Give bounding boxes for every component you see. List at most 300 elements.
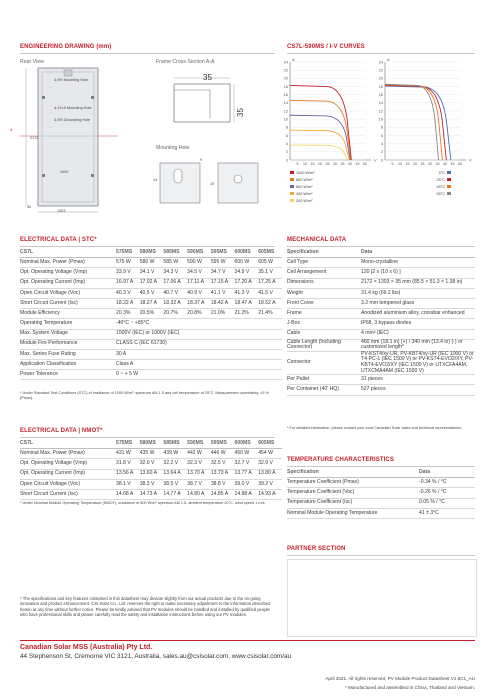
mech-row [287,375,475,385]
nmot-cell: 13.56 A [116,469,140,479]
nmot-cell: 39.0 V [235,479,259,489]
stc-header-cell: 580MS [140,248,164,258]
mech-row-label: Per Container (40' HQ) [287,385,361,395]
stc-extra-value: Class A [116,360,282,370]
chart-legend-swatch [447,171,451,174]
stc-cell: 18.52 A [258,298,282,308]
iv-rule [287,53,475,54]
chart-x-tick-label: 50 [458,162,462,166]
stc-extra-value: 30 A [116,349,282,359]
chart-series-line [290,115,350,160]
mech-header-data: Data [361,248,475,258]
chart-y-tick-label: 24 [378,60,383,65]
stc-header-cell: 585MS [163,248,187,258]
stc-cell: 590 W [187,258,211,268]
stc-extra-value: 0 ~ + 5 W [116,370,282,380]
mech-rule [287,246,475,247]
chart-legend-swatch [447,178,451,181]
nmot-cell: 14.88 A [235,489,259,499]
chart-x-tick-label: 40 [443,162,447,166]
mech-row-value: 3.2 mm tempered glass [361,298,475,308]
nmot-header-cell: 585MS [163,439,187,449]
chart-x-tick-label: 5 [296,162,299,166]
temp-row-label: Temperature Coefficient (Voc) [287,488,419,498]
stc-cell: 17.02 A [140,278,164,288]
nmot-cell: 439 W [163,449,187,459]
nmot-cell: 32.3 V [187,459,211,469]
stc-cell: 34.9 V [235,268,259,278]
nmot-row-label: Open Circuit Voltage (Voc) [20,479,116,489]
nmot-cell: 38.3 V [140,479,164,489]
chart-x-tick-label: 45 [355,162,360,166]
cross-section-label: Frame Cross Section A-A [156,59,215,65]
stc-cell: 35.1 V [258,268,282,278]
mech-row-label: Connector [287,351,361,374]
chart-y-tick-label: 12 [283,109,288,114]
temp-row-value: 0.05 % / °C [419,498,475,508]
chart-y-tick-label: 4 [380,142,383,147]
temperature-heading: TEMPERATURE CHARACTERISTICS [287,457,394,463]
stc-extra-row [20,339,282,349]
chart-legend-swatch [290,185,294,188]
stc-extra-row [20,319,282,329]
stc-row-label: Nominal Max. Power (Pmax) [20,258,116,268]
nmot-row-label: Nominal Max. Power (Pmax) [20,449,116,459]
temp-row [287,488,475,498]
footer-rights: April 2021. All rights reserved, PV Module Product Datasheet V1.6C1_AU [325,676,475,681]
stc-extra-row [20,329,282,339]
nmot-cell: 454 W [258,449,282,459]
temp-row [287,498,475,508]
mech-row-value: Anodized aluminium alloy, crossbar enhanced [361,309,475,319]
nmot-cell: 32.9 V [258,459,282,469]
chart-series-line [385,85,442,160]
nmot-cell: 13.60 A [140,469,164,479]
chart-x-tick-label: 20 [318,162,322,166]
chart-legend-swatch [290,171,294,174]
stc-extra-row [20,349,282,359]
company-address: 44 Stephenson St, Cremorne VIC 3121, Australia, sales.au@csisolar.com, www.csisolar.com/au [20,653,292,660]
chart-legend-label: 1000 W/m² [296,171,315,175]
chart-legend-label: 200 W/m² [296,199,313,203]
nmot-cell: 13.80 A [258,469,282,479]
mech-row-value: Mono-crystalline [361,258,475,268]
stc-row [20,298,282,308]
stc-header-cell: 595MS [211,248,235,258]
nmot-cell: 14.85 A [211,489,235,499]
stc-note: * Under Standard Test Conditions (STC) of irradiance of 1000 W/m², spectrum AM 1.5 and cell temperature of 25°C. Measurement uncertainty: ±3 % (Pmax). [20,391,269,400]
chart-x-tick-label: 15 [405,162,410,166]
nmot-cell: 450 W [235,449,259,459]
temp-rule [287,466,475,467]
stc-header-cell: 575MS [116,248,140,258]
temp-row-value: -0.26 % / °C [419,488,475,498]
mech-row-label: J-Box [287,319,361,329]
stc-cell: 18.27 A [140,298,164,308]
nmot-cell: 38.5 V [163,479,187,489]
dim-1092: 1092 [60,170,69,174]
mech-row-label: Cable Length (Including Connector) [287,339,361,351]
stc-extra-row [20,360,282,370]
chart-y-tick-label: 6 [285,133,288,138]
note-hole1: 4-Φ9 Mounting Hole [54,78,89,82]
nmot-cell: 13.73 A [211,469,235,479]
chart-series-line [385,84,439,160]
nmot-header-cell: 580MS [140,439,164,449]
nmot-header-row [20,439,282,449]
mech-row-label: Dimensions [287,278,361,288]
temp-row-label: Temperature Coefficient (Pmax) [287,478,419,488]
nmot-cell: 14.93 A [258,489,282,499]
stc-extra-value: -40°C ~ +85°C [116,319,282,329]
nmot-row [20,449,282,459]
stc-extra-label: Max. Series Fuse Rating [20,349,116,359]
stc-cell: 20.7% [163,309,187,319]
nmot-cell: 32.2 V [163,459,187,469]
stc-row-label: Opt. Operating Voltage (Vmp) [20,268,116,278]
chart-y-tick-label: 0 [380,158,383,163]
stc-header-cell: 590MS [187,248,211,258]
chart-y-tick-label: 8 [285,125,288,130]
mech-row-value: 2172 × 1303 × 35 mm (85.5 × 51.3 × 1.38 in) [361,278,475,288]
stc-row-label: Short Circuit Current (Isc) [20,298,116,308]
chart-y-tick-label: 16 [378,93,383,98]
chart-x-tick-label: 25 [325,162,330,166]
chart-y-tick-label: 12 [378,109,383,114]
temp-row [287,478,475,488]
partner-rule [287,555,475,556]
mech-row-label: Frame [287,309,361,319]
chart-y-tick-label: 0 [285,158,288,163]
chart-x-tick-label: 35 [340,162,345,166]
temp-row-label: Temperature Coefficient (Isc) [287,498,419,508]
chart-legend-label: 800 W/m² [296,178,313,182]
temp-header-row [287,468,475,478]
engineering-drawing-heading: ENGINEERING DRAWING (mm) [20,44,112,50]
chart-y-axis-label: A [292,57,295,62]
stc-cell: 17.11 A [187,278,211,288]
chart-legend-swatch [447,185,451,188]
chart-y-tick-label: 24 [283,60,288,65]
nmot-table [20,439,282,500]
stc-rule [20,246,275,247]
iv-curves-chart [280,56,480,216]
temp-row-value: -0.34 % / °C [419,478,475,488]
chart-y-tick-label: 6 [380,133,383,138]
nmot-row-label: Opt. Operating Current (Imp) [20,469,116,479]
mech-row [287,309,475,319]
mech-row-label: Cell Type [287,258,361,268]
nmot-header-cell: CS7L [20,439,116,449]
temp-row-value: 41 ± 3°C [419,508,475,518]
stc-cell: 18.22 A [116,298,140,308]
nmot-cell: 38.1 V [116,479,140,489]
mech-row-label: Cell Arrangement [287,268,361,278]
disclaimer-text: * The specifications and key features contained in this datasheet may deviate slightly from our actual products due to the on-going innovation and product enhancement. CSI Solar Co., Ltd. reserves the right to make necessary adjustment to the information described herein at any time without further notice. Please be kindly advised that PV modules should be handled and installed by qualified people who have professional skills and please carefully read the safety and installation instructions before using our PV modules. [20,596,271,618]
chart-y-tick-label: 16 [283,93,288,98]
nmot-cell: 14.80 A [187,489,211,499]
dim-9: 9 [200,158,203,162]
mech-row [287,385,475,395]
chart-y-tick-label: 20 [283,76,288,81]
nmot-cell: 13.70 A [187,469,211,479]
mech-row-value: IP68, 3 bypass diodes [361,319,475,329]
stc-cell: 595 W [211,258,235,268]
chart-y-tick-label: 18 [283,84,288,89]
chart-x-tick-label: 45 [450,162,455,166]
nmot-header-cell: 605MS [258,439,282,449]
chart-x-tick-label: 10 [398,162,402,166]
mech-row-value: 527 pieces [361,385,475,395]
mech-row [287,268,475,278]
dim-14: 14 [153,178,158,182]
stc-cell: 34.7 V [211,268,235,278]
stc-cell: 41.1 V [211,288,235,298]
stc-cell: 21.0% [211,309,235,319]
nmot-cell: 38.7 V [187,479,211,489]
stc-row-label: Open Circuit Voltage (Voc) [20,288,116,298]
nmot-cell: 32.7 V [235,459,259,469]
nmot-note: * Under Nominal Module Operating Temperature (NMOT), irradiance of 800 W/m² spectrum AM 1.5, ambient temperature 20°C, wind speed 1 m/s. [20,501,266,505]
stc-extra-value: 1500V (IEC) or 1000V (IEC) [116,329,282,339]
nmot-cell: 39.2 V [258,479,282,489]
electrical-stc-heading: ELECTRICAL DATA | STC* [20,237,97,243]
nmot-row [20,469,282,479]
stc-table [20,248,282,380]
nmot-cell: 431 W [116,449,140,459]
nmot-cell: 435 W [140,449,164,459]
mech-header-spec: Specification [287,248,361,258]
mech-row-label: Cable [287,329,361,339]
stc-cell: 18.37 A [187,298,211,308]
rear-view-label: Rear View [20,59,44,65]
stc-row [20,309,282,319]
chart-x-tick-label: 30 [333,162,337,166]
mech-row-label: Weight [287,288,361,298]
chart-y-tick-label: 14 [378,101,383,106]
stc-cell: 20.3% [116,309,140,319]
mech-row-label: Per Pallet [287,375,361,385]
nmot-header-cell: 590MS [187,439,211,449]
chart-x-tick-label: 25 [420,162,425,166]
stc-cell: 17.15 A [211,278,235,288]
partner-heading: PARTNER SECTION [287,546,346,552]
stc-extra-value: CLASS C (IEC 61730) [116,339,282,349]
stc-cell: 18.47 A [235,298,259,308]
nmot-cell: 14.68 A [116,489,140,499]
stc-extra-label: Power Tolerance [20,370,116,380]
nmot-cell: 13.77 A [235,469,259,479]
mech-row-value: 4 mm² (IEC) [361,329,475,339]
stc-extra-label: Operating Temperature [20,319,116,329]
stc-cell: 17.06 A [163,278,187,288]
nmot-row [20,489,282,499]
chart-legend-label: 600 W/m² [296,185,313,189]
chart-legend-swatch [290,192,294,195]
stc-cell: 605 W [258,258,282,268]
nmot-cell: 13.64 A [163,469,187,479]
nmot-header-cell: 575MS [116,439,140,449]
stc-extra-label: Max. System Voltage [20,329,116,339]
stc-row [20,278,282,288]
chart-y-tick-label: 14 [283,101,288,106]
chart-y-tick-label: 10 [283,117,288,122]
mechanical-heading: MECHANICAL DATA [287,237,347,243]
mounting-hole-label: Mounting Hole [156,145,190,151]
stc-row [20,258,282,268]
stc-cell: 21.2% [235,309,259,319]
nmot-row-label: Opt. Operating Voltage (Vmp) [20,459,116,469]
stc-cell: 16.97 A [116,278,140,288]
mech-row [287,288,475,298]
chart-x-axis-label: V [374,157,377,163]
chart-legend-swatch [290,178,294,181]
chart-y-axis-label: A [387,57,390,62]
nmot-rule [20,437,275,438]
dim-35b: 35 [235,108,245,117]
mech-row [287,329,475,339]
stc-cell: 41.5 V [258,288,282,298]
chart-x-tick-label: 50 [363,162,367,166]
mech-row-value: 31 pieces [361,375,475,385]
stc-cell: 20.8% [187,309,211,319]
stc-cell: 17.20 A [235,278,259,288]
nmot-row [20,459,282,469]
iv-curves-heading: CS7L-590MS / I-V CURVES [287,44,365,50]
stc-cell: 40.5 V [140,288,164,298]
stc-extra-label: Application Classification [20,360,116,370]
footer-rule [20,640,475,641]
chart-y-tick-label: 22 [378,68,383,73]
stc-cell: 34.3 V [163,268,187,278]
chart-x-tick-label: 15 [310,162,315,166]
nmot-cell: 442 W [187,449,211,459]
temp-row [287,508,475,518]
stc-cell: 34.5 V [187,268,211,278]
nmot-cell: 14.77 A [163,489,187,499]
company-name: Canadian Solar MSS (Australia) Pty Ltd. [20,644,153,651]
note-hole2: 4-14×9 Mounting Hole [54,106,92,110]
stc-extra-label: Module Fire Performance [20,339,116,349]
chart-y-tick-label: 18 [378,84,383,89]
stc-cell: 600 W [235,258,259,268]
mech-row-value: 120 [2 x (10 x 6) ] [361,268,475,278]
engineering-rule [20,53,275,54]
mech-row [287,351,475,374]
chart-legend-label: 400 W/m² [296,192,313,196]
nmot-header-cell: 595MS [211,439,235,449]
temp-row-label: Nominal Module Operating Temperature [287,508,419,518]
stc-row-label: Module Efficiency [20,309,116,319]
chart-x-tick-label: 40 [348,162,352,166]
nmot-cell: 446 W [211,449,235,459]
mech-note: * For detailed information, please contact your local Canadian Solar sales and technical representatives. [287,426,462,430]
nmot-header-cell: 600MS [235,439,259,449]
mech-row [287,298,475,308]
chart-series-line [290,85,351,160]
stc-header-cell: CS7L [20,248,116,258]
mech-row [287,258,475,268]
note-hole3: 4-Φ5 Grounding Hole [54,118,91,122]
chart-x-tick-label: 5 [391,162,394,166]
chart-legend-label: 25°C [436,178,445,182]
chart-y-tick-label: 20 [378,76,383,81]
nmot-cell: 38.8 V [211,479,235,489]
dim-10: 10 [210,182,215,186]
nmot-row [20,479,282,489]
chart-legend-label: 45°C [436,185,445,189]
nmot-row-label: Short Circuit Current (Isc) [20,489,116,499]
dim-30: 30 [27,205,32,209]
stc-cell: 40.7 V [163,288,187,298]
dim-35: 35 [203,73,212,82]
chart-x-tick-label: 10 [303,162,307,166]
dim-2172: 2172 [30,136,39,140]
mech-row [287,278,475,288]
mech-header-row [287,248,475,258]
chart-y-tick-label: 4 [285,142,288,147]
electrical-nmot-heading: ELECTRICAL DATA | NMOT* [20,428,103,434]
chart-y-tick-label: 22 [283,68,288,73]
dim-1303: 1303 [57,209,66,213]
nmot-cell: 32.5 V [211,459,235,469]
stc-cell: 20.5% [140,309,164,319]
stc-cell: 41.3 V [235,288,259,298]
stc-cell: 34.1 V [140,268,164,278]
stc-cell: 18.32 A [163,298,187,308]
chart-legend-swatch [290,199,294,202]
chart-x-tick-label: 35 [435,162,440,166]
partner-box [287,559,477,637]
stc-row [20,288,282,298]
stc-cell: 575 W [116,258,140,268]
temperature-table [287,468,475,519]
stc-cell: 40.3 V [116,288,140,298]
mechanical-table [287,248,475,396]
stc-cell: 17.25 A [258,278,282,288]
stc-cell: 585 W [163,258,187,268]
chart-y-tick-label: 10 [378,117,383,122]
chart-x-axis-label: V [469,157,472,163]
nmot-cell: 32.0 V [140,459,164,469]
footer-made: * Manufactured and assembled in China, Thailand and Vietnam. [344,685,475,690]
stc-cell: 40.9 V [187,288,211,298]
stc-header-cell: 600MS [235,248,259,258]
mech-row-value: 31.4 kg (69.2 lbs) [361,288,475,298]
stc-header-row [20,248,282,258]
chart-x-tick-label: 30 [428,162,432,166]
stc-row-label: Opt. Operating Current (Imp) [20,278,116,288]
temp-header-data: Data [419,468,475,478]
chart-legend-label: 5°C [438,171,445,175]
stc-cell: 21.4% [258,309,282,319]
chart-series-line [290,145,348,160]
mech-row [287,339,475,351]
stc-cell: 33.9 V [116,268,140,278]
mech-row-value: PV-KST4/xy-UR, PV-KBT4/xy-UR (IEC 1000 V) or T4-PC-1 (IEC 1500 V) or PV-KST4-EVO2/XY, PV-KBT4-EVO2/XY (IEC 1500 V) or UTXCFA4AM, UTXCMA4AM (IEC 1500 V) [361,350,474,374]
chart-legend-swatch [447,192,451,195]
stc-cell: 580 W [140,258,164,268]
chart-y-tick-label: 2 [285,150,288,155]
section-label-a: A [10,128,13,132]
nmot-cell: 31.8 V [116,459,140,469]
stc-extra-row [20,370,282,380]
stc-row [20,268,282,278]
chart-legend-label: 65°C [436,192,445,196]
nmot-cell: 14.73 A [140,489,164,499]
chart-y-tick-label: 2 [380,150,383,155]
stc-cell: 18.42 A [211,298,235,308]
